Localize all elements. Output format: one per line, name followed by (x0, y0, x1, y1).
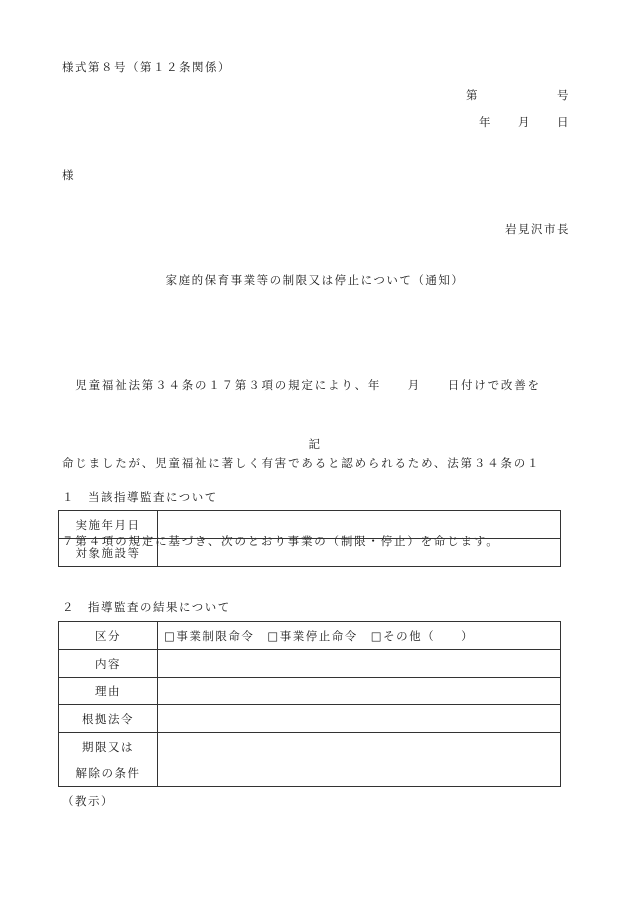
row-label (59, 733, 158, 787)
body-line: 命じましたが、児童福祉に著しく有害であると認められるため、法第３４条の１ (62, 456, 541, 470)
section1-heading: １ 当該指導監査について (62, 490, 218, 504)
table-row (59, 511, 561, 539)
form-number: 様式第８号（第１２条関係） (62, 60, 231, 74)
document-date: 年 月 日 (479, 115, 570, 129)
row-label: 区分 (59, 622, 158, 650)
row-label: 内容 (59, 650, 158, 678)
row-label-line: 解除の条件 (75, 765, 141, 780)
section2-heading: ２ 指導監査の結果について (62, 600, 231, 614)
table-row (59, 678, 561, 705)
row-value[interactable] (158, 733, 561, 787)
sender-title: 岩見沢市長 (505, 222, 570, 236)
document-title: 家庭的保育事業等の制限又は停止について（通知） (165, 273, 465, 287)
document-number: 第 号 (466, 88, 570, 102)
row-label: 理由 (59, 678, 158, 705)
table-row (59, 733, 561, 787)
body-line: ７第４項の規定に基づき、次のとおり事業の（制限・停止）を命じます。 (62, 534, 500, 548)
body-line: 児童福祉法第３４条の１７第３項の規定により、年 月 日付けで改善を (62, 378, 541, 392)
result-table (58, 621, 561, 787)
table-row (59, 622, 561, 650)
row-value[interactable] (158, 678, 561, 705)
instruction-label: （教示） (62, 794, 114, 808)
category-options[interactable]: □事業制限命令 □事業停止命令 □その他（ ） (158, 622, 561, 650)
row-label: 根拠法令 (59, 705, 158, 733)
ki-heading: 記 (308, 437, 322, 451)
row-value[interactable] (158, 650, 561, 678)
audit-table (58, 510, 561, 567)
row-value[interactable] (158, 705, 561, 733)
addressee-honorific: 様 (62, 168, 75, 182)
row-label: 対象施設等 (59, 539, 158, 567)
table-row (59, 705, 561, 733)
row-value[interactable] (158, 539, 561, 567)
table-row (59, 650, 561, 678)
row-value[interactable] (158, 511, 561, 539)
table-row (59, 539, 561, 567)
row-label: 実施年月日 (59, 511, 158, 539)
row-label-line: 期限又は (82, 739, 134, 754)
